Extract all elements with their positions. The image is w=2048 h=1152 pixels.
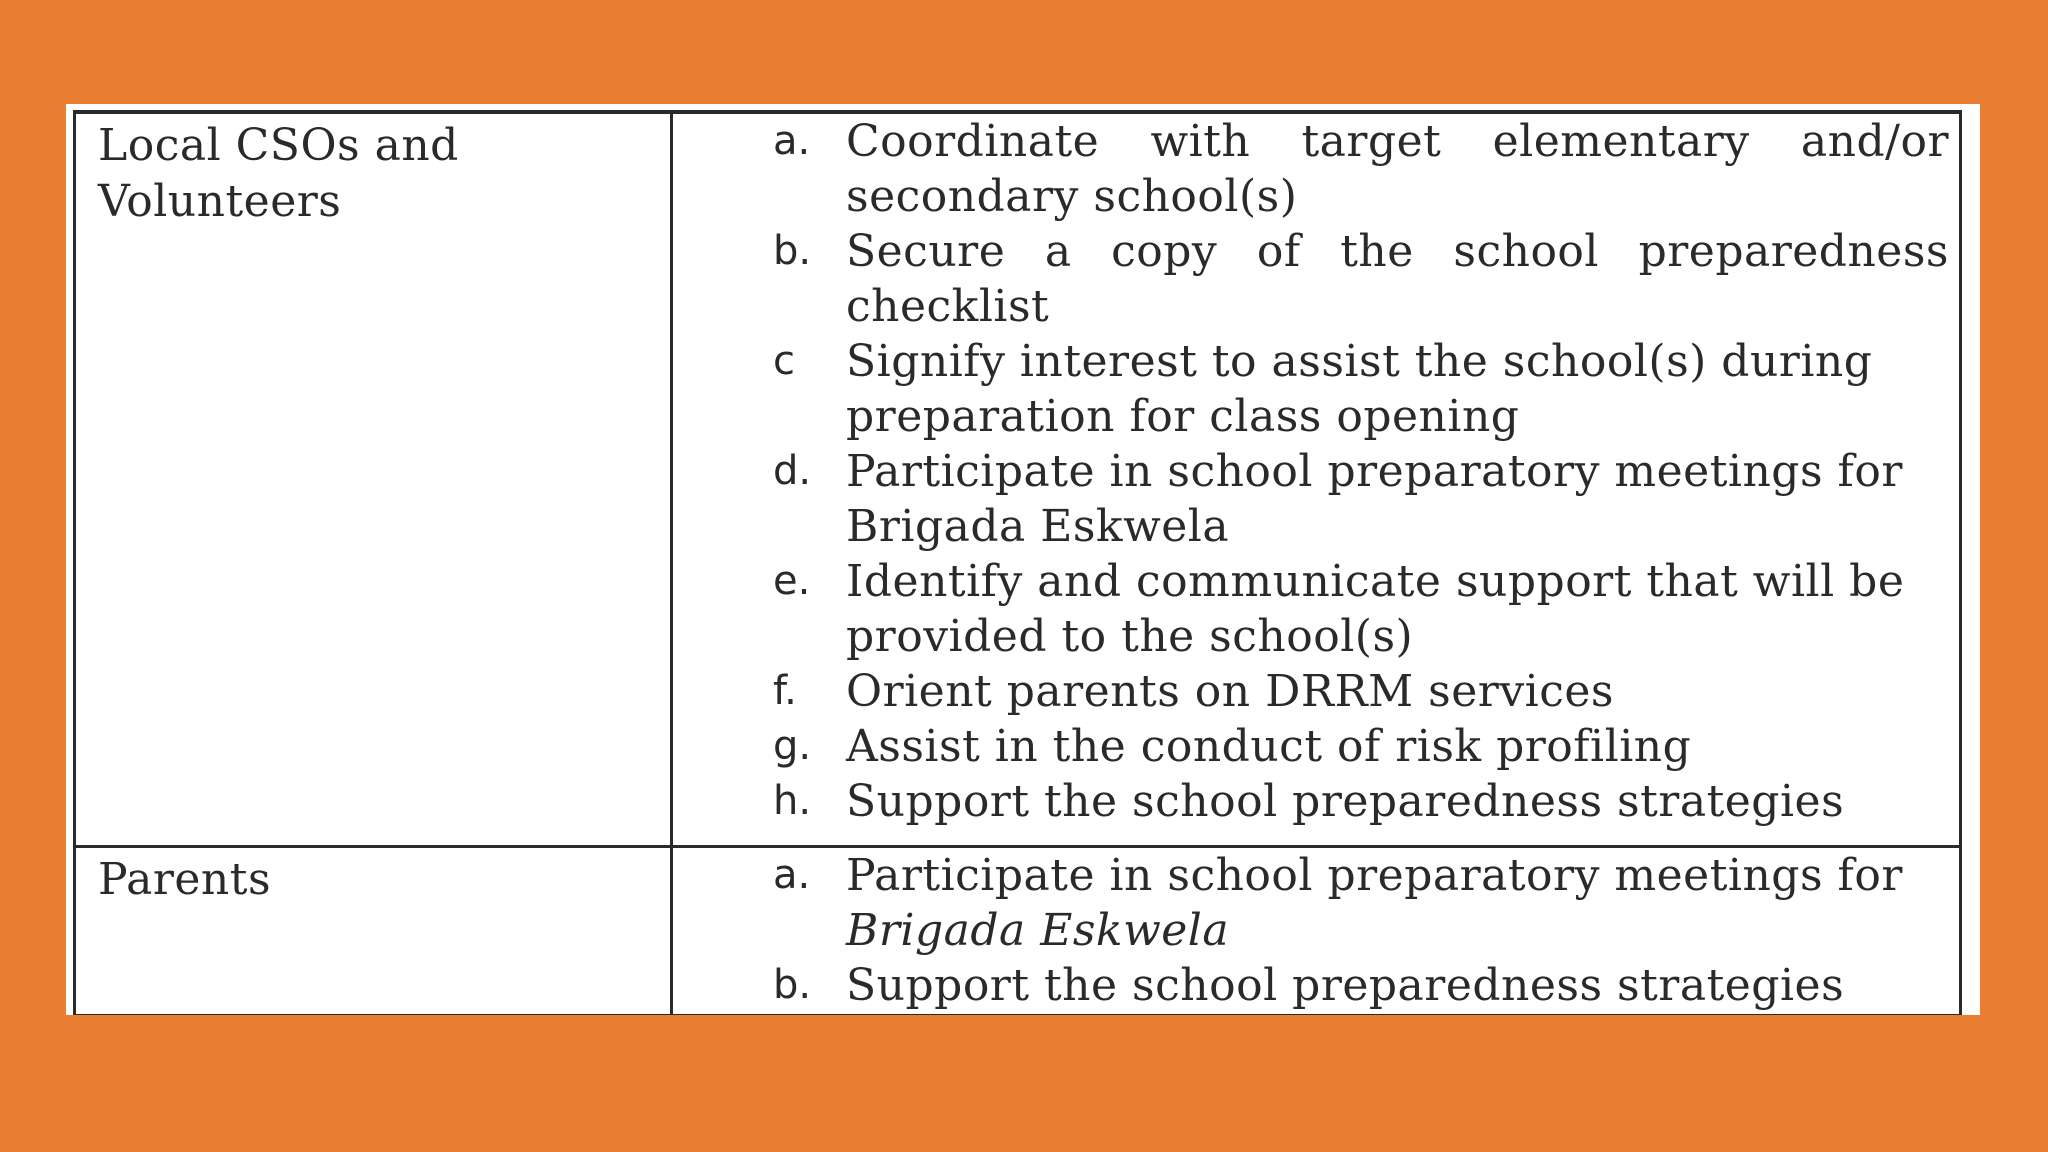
item-text: Support the school preparedness strategies [846, 959, 1845, 1011]
stakeholder-cell [75, 112, 672, 846]
table-row [75, 846, 1961, 1015]
item-letter: b. [773, 961, 812, 1008]
item-letter: g. [773, 723, 812, 769]
item-letter: d. [773, 448, 812, 494]
list-item [673, 848, 1959, 958]
list-item [673, 664, 1959, 719]
stakeholder-cell [75, 846, 672, 1015]
responsibility-list [673, 114, 1959, 829]
list-item [673, 224, 1959, 334]
item-text: Identify and communicate support that will be provided to the school(s) [846, 556, 1905, 662]
list-item [673, 719, 1959, 774]
list-item [673, 444, 1959, 554]
item-text-italic: Brigada Eskwela [846, 904, 1230, 956]
list-item [673, 774, 1959, 829]
item-text: Orient parents on DRRM services [846, 666, 1615, 717]
list-item [673, 114, 1959, 224]
responsibilities-cell [672, 112, 1961, 846]
list-item [673, 958, 1959, 1013]
item-text: Support the school preparedness strategies [846, 776, 1845, 827]
item-letter: h. [773, 778, 812, 824]
item-text [846, 848, 1959, 958]
item-text: Assist in the conduct of risk profiling [846, 721, 1692, 772]
stakeholder-table [73, 110, 1962, 1015]
item-letter: a. [773, 851, 811, 898]
item-letter: e. [773, 558, 811, 604]
item-letter: a. [773, 118, 811, 164]
item-text: Participate in school preparatory meetings for Brigada Eskwela [846, 446, 1903, 552]
list-item [673, 554, 1959, 664]
stakeholder-label: Local CSOs and Volunteers [98, 120, 459, 227]
item-letter: c [773, 338, 795, 384]
item-text-main: Participate in school preparatory meetings for [846, 849, 1903, 901]
list-item [673, 334, 1959, 444]
responsibilities-cell [672, 846, 1961, 1015]
item-letter: f. [773, 668, 797, 714]
item-text: Signify interest to assist the school(s) during preparation for class opening [846, 336, 1873, 442]
stakeholder-label: Parents [98, 853, 272, 905]
item-text: Coordinate with target elementary and/or secondary school(s) [846, 116, 1949, 222]
responsibility-list [673, 848, 1959, 1013]
table-row [75, 112, 1961, 846]
document-panel [66, 104, 1980, 1015]
item-letter: b. [773, 228, 812, 274]
item-text: Secure a copy of the school preparedness checklist [846, 226, 1949, 332]
